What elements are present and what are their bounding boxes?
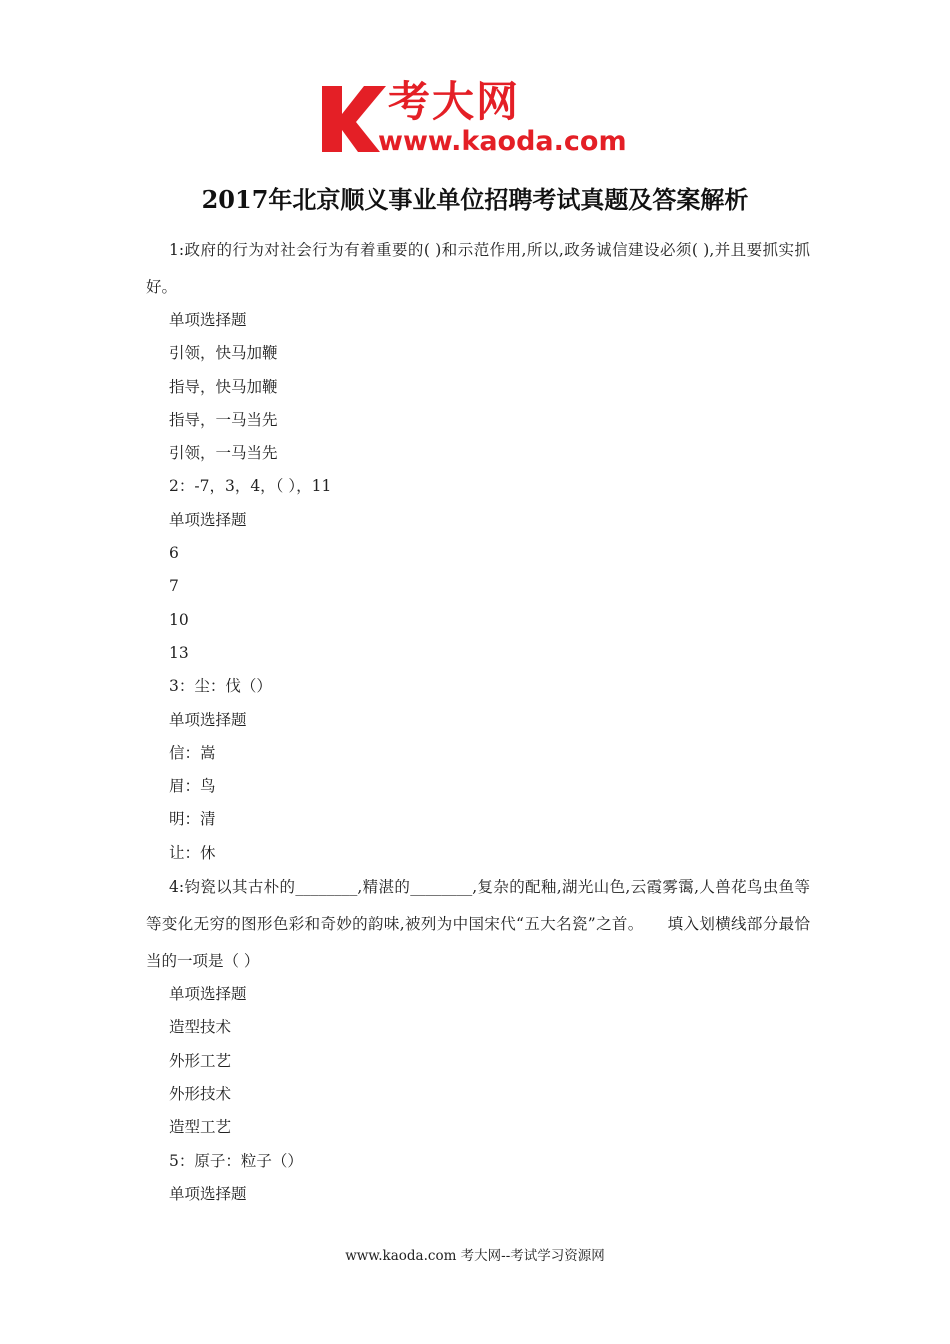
question-stem: 4:钧瓷以其古朴的________,精湛的________,复杂的配釉,湖光山色,云霞雾霭,人兽花鸟虫鱼等等变化无穷的图形色彩和奇妙的韵味,被列为中国宋代“五大名瓷”之首。 填入划横线部分最恰当的一项是（ ） [146,878,810,971]
question-option: 造型技术 [169,1018,232,1037]
question-option: 指导，快马加鞭 [169,377,278,396]
question-option: 13 [169,643,189,662]
question-type: 单项选择题 [169,710,247,729]
question-option: 7 [169,577,179,596]
page-footer: www.kaoda.com 考大网--考试学习资源网 [345,1248,605,1264]
question-stem: 3：尘：伐（） [169,677,272,696]
question-option: 外形技术 [169,1084,232,1103]
kaoda-logo [320,78,640,162]
question-list [146,233,810,1211]
question-option: 引领，快马加鞭 [169,344,278,363]
question-option: 10 [169,610,189,629]
logo-url: www.kaoda.com [378,126,627,157]
question-type: 单项选择题 [169,985,247,1004]
question-option: 眉：鸟 [169,777,216,796]
question-option: 外形工艺 [169,1051,232,1070]
question-option: 引领，一马当先 [169,444,278,463]
question-option: 信：嵩 [169,743,216,762]
question-option: 指导，一马当先 [169,410,278,429]
question-stem: 5：原子：粒子（） [169,1151,303,1170]
question-stem: 1:政府的行为对社会行为有着重要的( )和示范作用,所以,政务诚信建设必须( ),并且要抓实抓好。 [146,241,810,296]
document-title: 2017年北京顺义事业单位招聘考试真题及答案解析 [201,185,749,214]
question-type: 单项选择题 [169,510,247,529]
question-option: 明：清 [169,810,216,829]
question-option: 6 [169,544,179,563]
logo-cn-name: 考大网 [388,77,521,126]
question-type: 单项选择题 [169,311,247,329]
question-type: 单项选择题 [169,1184,247,1203]
question-option: 让：休 [169,843,216,862]
question-option: 造型工艺 [169,1118,232,1137]
question-stem: 2：-7，3，4，（ ），11 [169,477,332,496]
